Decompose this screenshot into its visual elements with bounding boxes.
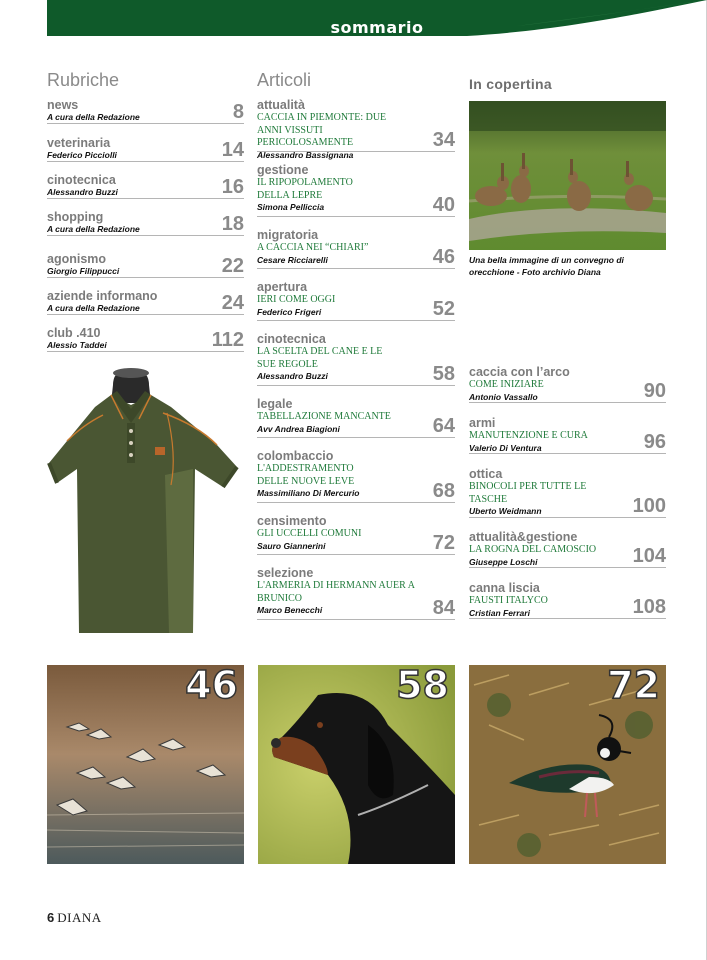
column-heading-articoli: Articoli bbox=[257, 70, 312, 90]
dog-photo[interactable] bbox=[258, 665, 455, 864]
entry-category: gestione bbox=[257, 163, 309, 177]
entry-category: attualità&gestione bbox=[469, 530, 578, 544]
entry-category: agonismo bbox=[47, 252, 107, 266]
entry-category: colombaccio bbox=[257, 449, 334, 463]
bird-photo[interactable] bbox=[469, 665, 666, 864]
entry-author: Marco Benecchi bbox=[257, 605, 323, 615]
footer-magazine-name: DIANA bbox=[57, 910, 102, 925]
articolo-entry[interactable] bbox=[257, 514, 455, 555]
entry-author: Avv Andrea Biagioni bbox=[257, 423, 340, 434]
articolo-entry[interactable] bbox=[257, 397, 455, 438]
entry-category: news bbox=[47, 98, 79, 112]
entry-category: apertura bbox=[257, 280, 308, 294]
entry-page-number: 8 bbox=[232, 101, 244, 123]
entry-title: CACCIA IN PIEMONTE: DUE ANNI VISSUTI PERICOLOSAMENTE bbox=[257, 112, 387, 148]
cover-caption: Una bella immagine di un convegno di orecchione - Foto archivio Diana bbox=[469, 255, 624, 277]
entry-category: selezione bbox=[257, 566, 314, 580]
entry-author: Cristian Ferrari bbox=[469, 607, 530, 618]
page-footer bbox=[47, 910, 102, 926]
rubrica-entry[interactable] bbox=[47, 173, 244, 199]
entry-title: TABELLAZIONE MANCANTE bbox=[257, 411, 391, 422]
entry-title: L'ARMERIA DI HERMANN AUER A BRUNICO bbox=[257, 580, 415, 604]
rubrica-entry[interactable] bbox=[47, 289, 244, 315]
polo-shirt-image bbox=[47, 365, 244, 640]
photo-page-number: 46 bbox=[185, 665, 238, 707]
entry-category: migratoria bbox=[257, 228, 319, 242]
rubrica-entry[interactable] bbox=[47, 210, 244, 236]
entry-author: Alessandro Buzzi bbox=[257, 371, 328, 381]
articolo-entry[interactable] bbox=[257, 449, 455, 503]
entry-category: caccia con l’arco bbox=[469, 365, 570, 379]
column-heading-rubriche: Rubriche bbox=[47, 70, 120, 90]
column-heading-copertina: In copertina bbox=[469, 76, 552, 92]
entry-category: cinotecnica bbox=[257, 332, 326, 346]
entry-page-number: 58 bbox=[432, 363, 455, 385]
entry-category: canna liscia bbox=[469, 581, 540, 595]
articolo-entry[interactable] bbox=[257, 228, 455, 269]
entry-category: shopping bbox=[47, 210, 104, 224]
entry-page-number: 34 bbox=[432, 129, 455, 151]
entry-page-number: 14 bbox=[221, 139, 244, 161]
entry-author: Valerio Di Ventura bbox=[469, 442, 542, 453]
entry-page-number: 68 bbox=[432, 480, 455, 502]
entry-page-number: 112 bbox=[211, 329, 244, 351]
entry-author: Federico Frigeri bbox=[257, 306, 322, 317]
entry-author: Federico Picciolli bbox=[47, 150, 117, 160]
copertina-entry[interactable] bbox=[469, 416, 666, 454]
entry-page-number: 100 bbox=[632, 495, 666, 517]
entry-author: Massimiliano Di Mercurio bbox=[257, 488, 360, 498]
header-banner bbox=[47, 0, 707, 36]
entry-page-number: 108 bbox=[632, 596, 666, 618]
entry-title: IL RIPOPOLAMENTO DELLA LEPRE bbox=[257, 177, 353, 201]
entry-title: COME INIZIARE bbox=[469, 379, 544, 390]
articolo-entry[interactable] bbox=[257, 566, 455, 620]
entry-title: MANUTENZIONE E CURA bbox=[469, 430, 588, 441]
entry-author: Antonio Vassallo bbox=[469, 391, 538, 402]
articolo-entry[interactable] bbox=[257, 280, 455, 321]
entry-page-number: 90 bbox=[643, 380, 666, 402]
entry-author: A cura della Redazione bbox=[47, 303, 140, 313]
entry-page-number: 18 bbox=[221, 213, 244, 235]
entry-author: A cura della Redazione bbox=[47, 112, 140, 122]
entry-page-number: 84 bbox=[432, 597, 455, 619]
entry-category: censimento bbox=[257, 514, 327, 528]
rubrica-entry[interactable] bbox=[47, 326, 244, 352]
entry-page-number: 52 bbox=[432, 298, 455, 320]
entry-title: IERI COME OGGI bbox=[257, 294, 336, 305]
articolo-entry[interactable] bbox=[257, 98, 455, 160]
photo-page-number: 72 bbox=[607, 665, 660, 707]
entry-title: A CACCIA NEI “CHIARI” bbox=[257, 242, 369, 253]
entry-author: Cesare Ricciarelli bbox=[257, 254, 328, 265]
footer-page-number: 6 bbox=[47, 910, 55, 925]
entry-page-number: 104 bbox=[632, 545, 666, 567]
entry-category: ottica bbox=[469, 467, 503, 481]
entry-page-number: 22 bbox=[221, 255, 244, 277]
entry-title: FAUSTI ITALYCO bbox=[469, 595, 548, 606]
articolo-entry[interactable] bbox=[257, 163, 455, 217]
entry-title: LA ROGNA DEL CAMOSCIO bbox=[469, 544, 597, 555]
ducks-photo[interactable] bbox=[47, 665, 244, 864]
entry-title: L'ADDESTRAMENTO DELLE NUOVE LEVE bbox=[257, 463, 355, 487]
entry-page-number: 72 bbox=[432, 532, 455, 554]
entry-title: GLI UCCELLI COMUNI bbox=[257, 528, 362, 539]
entry-author: Giorgio Filippucci bbox=[47, 266, 120, 276]
header-title: sommario bbox=[330, 18, 424, 37]
entry-title: BINOCOLI PER TUTTE LE TASCHE bbox=[469, 481, 587, 505]
entry-category: armi bbox=[469, 416, 496, 430]
entry-page-number: 64 bbox=[432, 415, 455, 437]
cover-hares-photo bbox=[469, 101, 666, 250]
entry-page-number: 46 bbox=[432, 246, 455, 268]
copertina-entry[interactable] bbox=[469, 530, 666, 568]
entry-category: club .410 bbox=[47, 326, 101, 340]
rubrica-entry[interactable] bbox=[47, 98, 244, 124]
entry-author: Sauro Giannerini bbox=[257, 540, 326, 551]
entry-page-number: 24 bbox=[221, 292, 244, 314]
entry-title: LA SCELTA DEL CANE E LE SUE REGOLE bbox=[257, 346, 383, 370]
copertina-entry[interactable] bbox=[469, 581, 666, 619]
photo-page-number: 58 bbox=[396, 665, 449, 707]
rubrica-entry[interactable] bbox=[47, 252, 244, 278]
entry-author: Simona Pelliccia bbox=[257, 202, 325, 212]
entry-author: A cura della Redazione bbox=[47, 224, 140, 234]
entry-page-number: 40 bbox=[432, 194, 455, 216]
entry-category: aziende informano bbox=[47, 289, 158, 303]
copertina-entry[interactable] bbox=[469, 365, 666, 403]
entry-category: veterinaria bbox=[47, 136, 111, 150]
copertina-entry[interactable] bbox=[469, 467, 666, 518]
entry-category: cinotecnica bbox=[47, 173, 116, 187]
rubrica-entry[interactable] bbox=[47, 136, 244, 162]
entry-author: Giuseppe Loschi bbox=[469, 556, 538, 567]
entry-author: Alessandro Bassignana bbox=[257, 149, 354, 160]
entry-category: legale bbox=[257, 397, 293, 411]
entry-page-number: 16 bbox=[221, 176, 244, 198]
entry-category: attualità bbox=[257, 98, 305, 112]
entry-author: Uberto Weidmann bbox=[469, 506, 542, 516]
entry-author: Alessandro Buzzi bbox=[47, 187, 118, 197]
entry-page-number: 96 bbox=[643, 431, 666, 453]
entry-author: Alessio Taddei bbox=[47, 340, 107, 350]
articolo-entry[interactable] bbox=[257, 332, 455, 386]
